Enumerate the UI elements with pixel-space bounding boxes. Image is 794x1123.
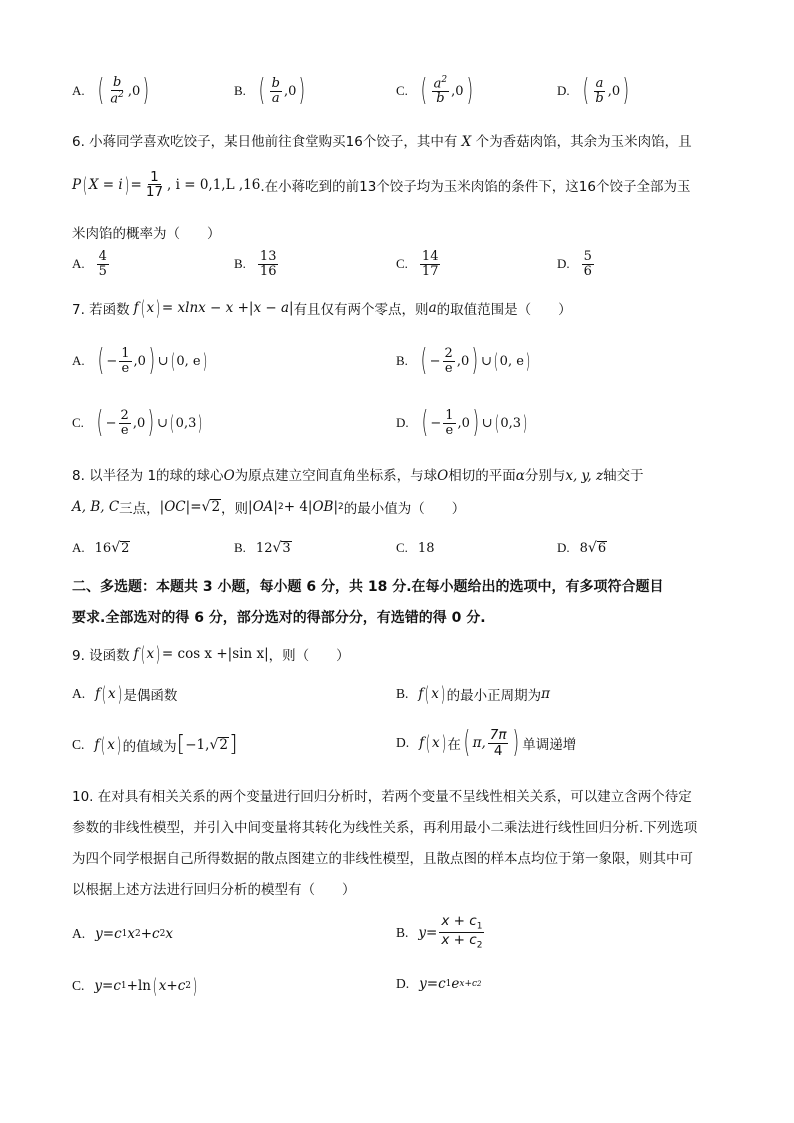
- section-heading: 二、多选题：本题共 3 小题，每小题 6 分，共 18 分.在每小题给出的选项中，有多项符合题目 要求.全部选对的得 6 分，部分选对的得部分分，有选错的得 0 分.: [72, 579, 664, 626]
- q6-option-c[interactable]: [396, 250, 442, 278]
- fraction: $\frac{13}{16}$: [259, 249, 277, 279]
- option-label: B.: [396, 686, 409, 701]
- fraction: $\frac{2}{e}$: [120, 407, 129, 438]
- q10-option-a[interactable]: A. y = c 1 x 2 + c 2 x: [72, 926, 173, 942]
- fraction: $\frac{1}{17}$: [145, 169, 164, 201]
- q8-stem-line1: 8. 以半径为 1的球的球心O为原点建立空间直角坐标系，与球O相切的平面α分别与x, y, z轴交于: [72, 468, 644, 484]
- fraction: $\frac{1}{e}$: [445, 407, 454, 438]
- option-label: A.: [72, 926, 86, 941]
- fraction: $\frac{14}{17}$: [421, 249, 439, 279]
- option-label: B.: [234, 256, 246, 272]
- fraction: $\frac{2}{e}$: [444, 345, 453, 376]
- q6-option-a[interactable]: [72, 250, 111, 278]
- sqrt: √ 3: [272, 540, 291, 556]
- q8-stem-line2: A, B, C 三点， | OC | = √ 2 ，则 | OA | 2 + 4 | OB | 2 的最小值为（ ）: [72, 499, 466, 517]
- option-label: B.: [234, 83, 246, 98]
- sqrt: √ 2: [111, 540, 130, 556]
- q10-stem: 10. 在对具有相关关系的两个变量进行回归分析时，若两个变量不呈线性相关关系，可以建立含两个待定 参数的非线性模型，并引入中间变量将其转化为线性关系，再利用最小二乘法进行线性回归分析.下列选项 为四个同学根据自己所得数据的散点图建立的非线性模型，且散点图的样本点均位于第一象限，则其中可 以根据上述方法进行回归分析的模型有（ ）: [72, 789, 698, 898]
- q7-option-a[interactable]: A. ( − $\frac{1}{e}$ ,0 ) ∪ ( 0, e ): [72, 343, 207, 378]
- q9-option-b[interactable]: B. f ( x ) 的最小正周期为 π: [396, 682, 551, 706]
- q7-stem: 7. 若函数 f ( x ) = xlnx − x + | x − a | 有且仅有两个零点，则 a 的取值范围是（ ）: [72, 296, 572, 320]
- q5-option-c[interactable]: C. ( $\frac{a^2}{b}$ ,0 ): [396, 73, 473, 108]
- fraction: $\frac{a}{b}$: [595, 75, 604, 106]
- q8-option-a[interactable]: A. 16 √ 2: [72, 540, 130, 556]
- q5-option-b[interactable]: B. ( $\frac{b}{a}$ ,0 ): [234, 73, 306, 108]
- q7-option-c[interactable]: C. ( − $\frac{2}{e}$ ,0 ) ∪ ( 0,3 ): [72, 405, 203, 440]
- q10-option-d[interactable]: D. y = c 1 e x+c2: [396, 976, 482, 992]
- sqrt: √ 6: [587, 540, 607, 556]
- fraction: $\frac{a^2}{b}$: [433, 75, 448, 107]
- q8-option-d[interactable]: D. 8 √ 6: [557, 540, 607, 556]
- option-label: C.: [396, 83, 408, 98]
- q5-option-a[interactable]: A. ( $\frac{b}{a^2}$ ,0 ): [72, 73, 150, 108]
- q6-option-d[interactable]: [557, 250, 596, 278]
- q8-option-c[interactable]: C. 18: [396, 540, 435, 556]
- q6-option-b[interactable]: [234, 250, 280, 278]
- option-label: A.: [72, 353, 85, 368]
- sqrt: √ 2: [201, 499, 221, 516]
- q7-option-b[interactable]: B. ( − $\frac{2}{e}$ ,0 ) ∪ ( 0, e ): [396, 343, 531, 378]
- fraction: $\frac{4}{5}$: [98, 249, 107, 279]
- option-label: D.: [557, 540, 570, 555]
- q8-option-b[interactable]: B. 12 √ 3: [234, 540, 291, 556]
- option-label: A.: [72, 686, 86, 701]
- q9-stem: 9. 设函数 f ( x ) = cos x + | sin x | ，则（ ）: [72, 642, 350, 666]
- option-label: B.: [396, 924, 409, 940]
- fraction: $\frac{b}{a}$: [271, 75, 280, 106]
- q10-option-c[interactable]: C. y = c 1 + ln ( x + c 2 ): [72, 974, 198, 998]
- q9-option-d[interactable]: D. f ( x ) 在 ( π, $\frac{7\pi}{4}$ ) 单调递增: [396, 725, 577, 760]
- option-label: C.: [72, 978, 85, 993]
- option-label: C.: [396, 540, 408, 555]
- option-label: D.: [396, 735, 410, 750]
- sqrt: √ 2: [209, 737, 228, 754]
- option-label: D.: [557, 256, 570, 272]
- option-label: D.: [396, 415, 409, 430]
- fraction: $\frac{7\pi}{4}$: [489, 727, 507, 759]
- q9-option-c[interactable]: C. f ( x ) 的值域为 [ −1, √ 2 ]: [72, 732, 238, 757]
- fraction: $\frac{x + c_1}{x + c_2}$: [441, 913, 483, 951]
- option-label: B.: [396, 353, 408, 368]
- q7-option-d[interactable]: D. ( − $\frac{1}{e}$ ,0 ) ∪ ( 0,3 ): [396, 405, 528, 440]
- option-label: D.: [396, 976, 410, 991]
- option-label: B.: [234, 540, 246, 555]
- q9-option-a[interactable]: A. f ( x ) 是偶函数: [72, 682, 178, 706]
- option-label: C.: [72, 415, 84, 430]
- option-label: A.: [72, 256, 85, 272]
- option-label: D.: [557, 83, 570, 98]
- option-label: C.: [72, 737, 85, 752]
- q6-stem-line2: P ( X = i ) = $\frac{1}{17}$ , i = 0,1,L ,16 .在小蒋吃到的前13个饺子均为玉米肉馅的条件下，这16个饺子全部为玉: [72, 169, 691, 201]
- q5-option-d[interactable]: D. ( $\frac{a}{b}$ ,0 ): [557, 73, 630, 108]
- q6-stem-line3: 米肉馅的概率为（ ）: [72, 226, 221, 242]
- option-label: A.: [72, 83, 85, 98]
- q10-option-b[interactable]: B. y = $\frac{x + c_1}{x + c_2}$: [396, 913, 483, 951]
- option-label: A.: [72, 540, 85, 555]
- fraction: $\frac{5}{6}$: [583, 249, 592, 279]
- fraction: $\frac{b}{a^2}$: [110, 75, 124, 107]
- option-label: C.: [396, 256, 408, 272]
- fraction: $\frac{1}{e}$: [121, 345, 130, 376]
- q6-stem-line1: 6. 小蒋同学喜欢吃饺子，某日他前往食堂购买16个饺子，其中有 X 个为香菇肉馅，其余为玉米肉馅，且: [72, 134, 692, 150]
